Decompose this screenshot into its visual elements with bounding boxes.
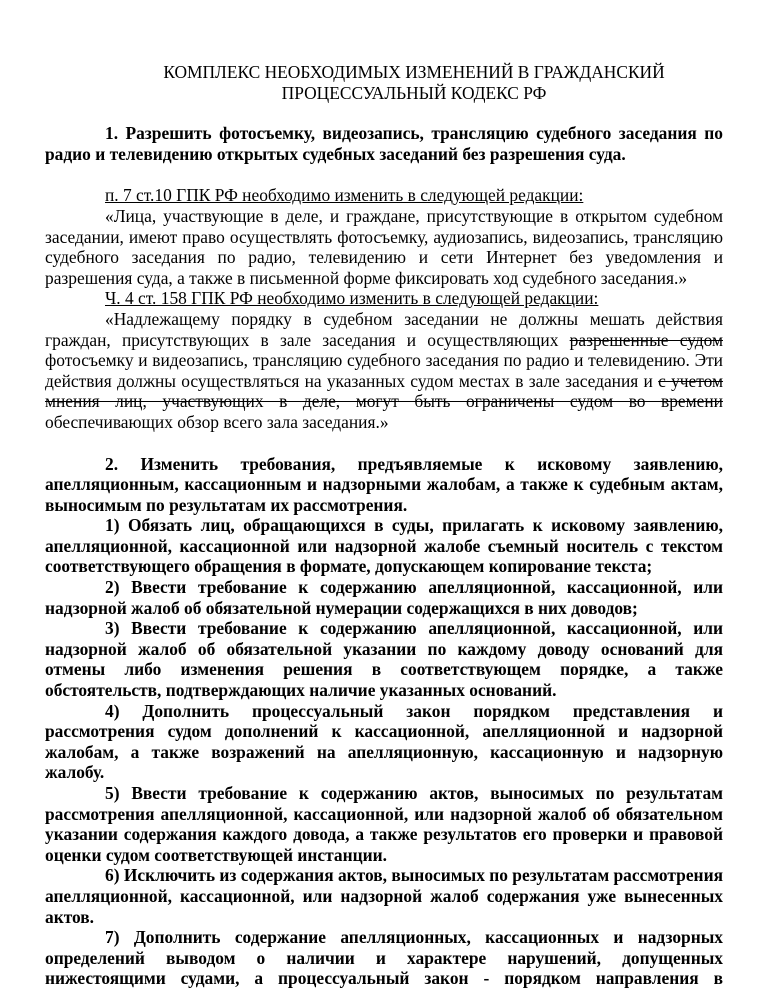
section-1-ref-1 (45, 185, 723, 206)
section-2-item-4: 4) Дополнить процессуальный закон порядком представления и рассмотрения судом дополнений к кассационной, апелляционной и надзорной жалобам, а также возражений на апелляционную, кассационную и надзорную жалобу. (45, 700, 723, 783)
document-page (45, 0, 723, 989)
document-title (45, 62, 723, 103)
section-1-heading: 1. Разрешить фотосъемку, видеозапись, трансляцию судебного заседания по радио и телевидению открытых судебных заседаний без разрешения суда. (45, 123, 723, 164)
section-2-item-3: 3) Ввести требование к содержанию апелляционной, кассационной, или надзорной жалоб об обязательной указании по каждому доводу оснований для отмены либо изменения решения в соответствующем порядке, а также обстоятельств, подтверждающих наличие указанных оснований. (45, 618, 723, 701)
ref-article-10: п. 7 ст.10 ГПК РФ необходимо изменить в следующей редакции: (105, 185, 584, 206)
quote-2-strikethrough-2: с учетом мнения лиц, участвующих в деле, могут быть ограничены судом во времени (45, 370, 724, 412)
quote-2-strikethrough-1: разрешенные судом (569, 329, 723, 350)
section-2-item-2: 2) Ввести требование к содержанию апелляционной, кассационной, или надзорной жалоб об обязательной нумерации содержащихся в них доводов; (45, 577, 723, 618)
ref-article-158: Ч. 4 ст. 158 ГПК РФ необходимо изменить в следующей редакции: (105, 288, 599, 309)
section-2-item-7: 7) Дополнить содержание апелляционных, кассационных и надзорных определений выводом о наличии и характере нарушений, допущенных нижестоящими судами, а процессуальный закон - порядком направления в (45, 927, 723, 989)
section-1-quote-2 (45, 309, 723, 433)
section-2-heading: 2. Изменить требования, предъявляемые к исковому заявлению, апелляционным, кассационным и надзорными жалобам, а также к судебным актам, выносимым по результатам их рассмотрения. (45, 453, 723, 515)
title-line-2: ПРОЦЕССУАЛЬНЫЙ КОДЕКС РФ (281, 82, 547, 103)
quote-2-part-a: «Надлежащему порядку в судебном заседании не должны мешать действия граждан, присутствующих в зале заседания и осуществляющих (45, 308, 723, 350)
section-1-ref-2 (45, 288, 723, 309)
section-1-quote-1: «Лица, участвующие в деле, и граждане, присутствующие в открытом судебном заседании, имеют право осуществлять фотосъемку, аудиозапись, видеозапись, трансляцию судебного заседания по радио, телевидению и сети Интернет без уведомления и разрешения суда, а также в письменной форме фиксировать ход судебного заседания.» (45, 205, 723, 288)
title-line-1: КОМПЛЕКС НЕОБХОДИМЫХ ИЗМЕНЕНИЙ В ГРАЖДАНСКИЙ (163, 62, 665, 82)
section-2-item-1: 1) Обязать лиц, обращающихся в суды, прилагать к исковому заявлению, апелляционной, кассационной или надзорной жалобе съемный носитель с текстом соответствующего обращения в формате, допускающем копирование текста; (45, 515, 723, 577)
quote-2-part-b: фотосъемку и видеозапись, трансляцию судебного заседания по радио и телевидению. Эти действия должны осуществляться на указанных судом местах в зале заседания и (45, 350, 723, 391)
section-2-item-6: 6) Исключить из содержания актов, выносимых по результатам рассмотрения апелляционной, кассационной, или надзорной жалоб содержания уже вынесенных актов. (45, 865, 723, 927)
quote-2-part-c: обеспечивающих обзор всего зала заседания.» (45, 411, 389, 432)
section-2-item-5: 5) Ввести требование к содержанию актов, выносимых по результатам рассмотрения апелляционной, кассационной, или надзорной жалоб об обязательном указании содержания каждого довода, а также результатов его проверки и правовой оценки судом соответствующей инстанции. (45, 783, 723, 865)
